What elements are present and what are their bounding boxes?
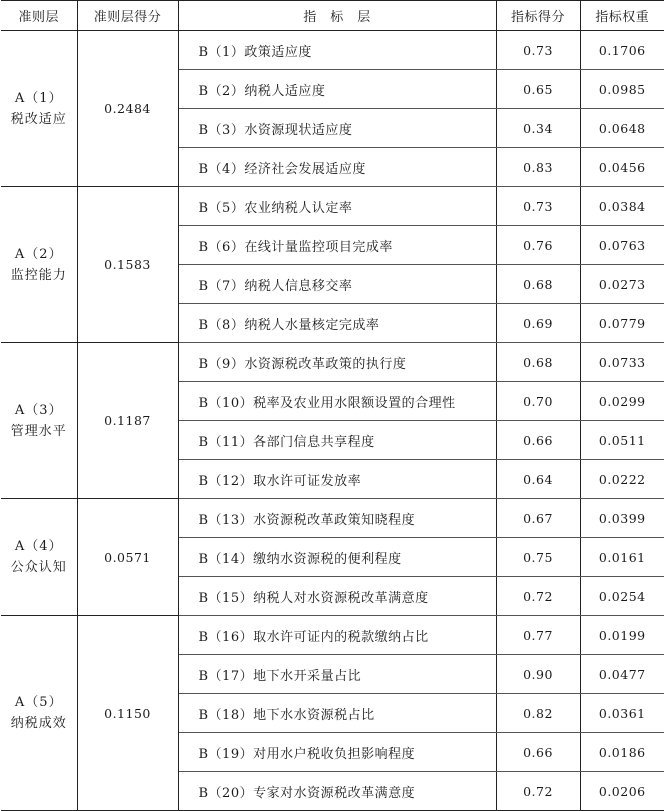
criterion-name: 纳税成效	[10, 716, 67, 731]
criterion-code: A（5）	[14, 695, 63, 710]
indicator-score: 0.90	[496, 655, 580, 694]
criterion-name: 管理水平	[10, 423, 67, 439]
table-row	[1, 31, 664, 70]
indicator-score: 0.69	[496, 304, 580, 343]
header-criterion: 准则层	[1, 1, 77, 31]
indicator-score: 0.76	[496, 226, 580, 265]
criterion-cell	[1, 31, 77, 187]
indicator-score: 0.65	[496, 70, 580, 109]
indicator-score: 0.68	[496, 265, 580, 304]
indicator-weight: 0.0763	[580, 226, 664, 265]
indicator-score: 0.66	[496, 421, 580, 460]
indicator-weight: 0.0985	[580, 70, 664, 109]
indicator-score: 0.68	[496, 343, 580, 382]
indicator-weight: 0.0199	[580, 616, 664, 655]
indicator-score: 0.82	[496, 694, 580, 733]
indicator-name: B（14）缴纳水资源税的便利程度	[178, 538, 496, 577]
indicator-weight: 0.0273	[580, 265, 664, 304]
criterion-name: 税改适应	[10, 111, 67, 127]
indicator-weight: 0.1706	[580, 31, 664, 70]
indicator-name: B（4）经济社会发展适应度	[178, 148, 496, 187]
criterion-code: A（4）	[14, 539, 63, 554]
indicator-weight: 0.0254	[580, 577, 664, 616]
indicator-name: B（6）在线计量监控项目完成率	[178, 226, 496, 265]
table-row	[1, 187, 664, 226]
indicator-name: B（16）取水许可证内的税款缴纳占比	[178, 616, 496, 655]
table-row	[1, 343, 664, 382]
criterion-cell	[1, 616, 77, 811]
indicator-name: B（5）农业纳税人认定率	[178, 187, 496, 226]
table-row	[1, 616, 664, 655]
indicator-name: B（12）取水许可证发放率	[178, 460, 496, 499]
indicator-name: B（19）对用水户税收负担影响程度	[178, 733, 496, 772]
table-row	[1, 499, 664, 538]
criterion-score: 0.0571	[77, 499, 178, 616]
criterion-score: 0.1187	[77, 343, 178, 499]
indicator-score: 0.75	[496, 538, 580, 577]
criterion-cell	[1, 343, 77, 499]
indicator-name: B（11）各部门信息共享程度	[178, 421, 496, 460]
indicator-weight: 0.0161	[580, 538, 664, 577]
criterion-cell	[1, 499, 77, 616]
indicator-score: 0.34	[496, 109, 580, 148]
indicator-weight: 0.0399	[580, 499, 664, 538]
indicator-name: B（20）专家对水资源税改革满意度	[178, 772, 496, 811]
header-indicator-weight: 指标权重	[580, 1, 664, 31]
indicator-score: 0.67	[496, 499, 580, 538]
header-row	[1, 1, 664, 31]
indicator-score: 0.73	[496, 31, 580, 70]
indicator-score: 0.73	[496, 187, 580, 226]
criterion-name: 监控能力	[10, 267, 67, 283]
indicator-score: 0.72	[496, 577, 580, 616]
indicator-weight: 0.0222	[580, 460, 664, 499]
indicator-score: 0.72	[496, 772, 580, 811]
criterion-code: A（1）	[14, 90, 63, 106]
criterion-score: 0.2484	[77, 31, 178, 187]
criterion-code: A（3）	[14, 402, 63, 418]
indicator-name: B（17）地下水开采量占比	[178, 655, 496, 694]
indicator-name: B（2）纳税人适应度	[178, 70, 496, 109]
header-criterion-score: 准则层得分	[77, 1, 178, 31]
indicator-weight: 0.0733	[580, 343, 664, 382]
indicator-name: B（15）纳税人对水资源税改革满意度	[178, 577, 496, 616]
indicator-score: 0.70	[496, 382, 580, 421]
indicator-score: 0.77	[496, 616, 580, 655]
indicator-weight: 0.0361	[580, 694, 664, 733]
indicator-score: 0.83	[496, 148, 580, 187]
indicator-score: 0.66	[496, 733, 580, 772]
criterion-score: 0.1583	[77, 187, 178, 343]
indicator-name: B（10）税率及农业用水限额设置的合理性	[178, 382, 496, 421]
indicator-weight: 0.0206	[580, 772, 664, 811]
indicator-name: B（3）水资源现状适应度	[178, 109, 496, 148]
indicator-name: B（13）水资源税改革政策知晓程度	[178, 499, 496, 538]
indicator-weight: 0.0299	[580, 382, 664, 421]
indicator-name: B（18）地下水水资源税占比	[178, 694, 496, 733]
indicator-weight: 0.0384	[580, 187, 664, 226]
indicator-name: B（7）纳税人信息移交率	[178, 265, 496, 304]
indicator-weight: 0.0186	[580, 733, 664, 772]
header-indicator-score: 指标得分	[496, 1, 580, 31]
indicator-weight: 0.0779	[580, 304, 664, 343]
indicator-weight: 0.0456	[580, 148, 664, 187]
indicator-weight: 0.0511	[580, 421, 664, 460]
indicator-weight: 0.0648	[580, 109, 664, 148]
criterion-code: A（2）	[14, 246, 63, 262]
criterion-cell	[1, 187, 77, 343]
indicator-weight: 0.0477	[580, 655, 664, 694]
evaluation-table	[1, 0, 664, 811]
indicator-name: B（1）政策适应度	[178, 31, 496, 70]
indicator-score: 0.64	[496, 460, 580, 499]
table-body	[1, 31, 664, 811]
criterion-name: 公众认知	[10, 560, 67, 575]
indicator-name: B（9）水资源税改革政策的执行度	[178, 343, 496, 382]
indicator-name: B（8）纳税人水量核定完成率	[178, 304, 496, 343]
criterion-score: 0.1150	[77, 616, 178, 811]
header-indicator: 指 标 层	[178, 1, 496, 31]
